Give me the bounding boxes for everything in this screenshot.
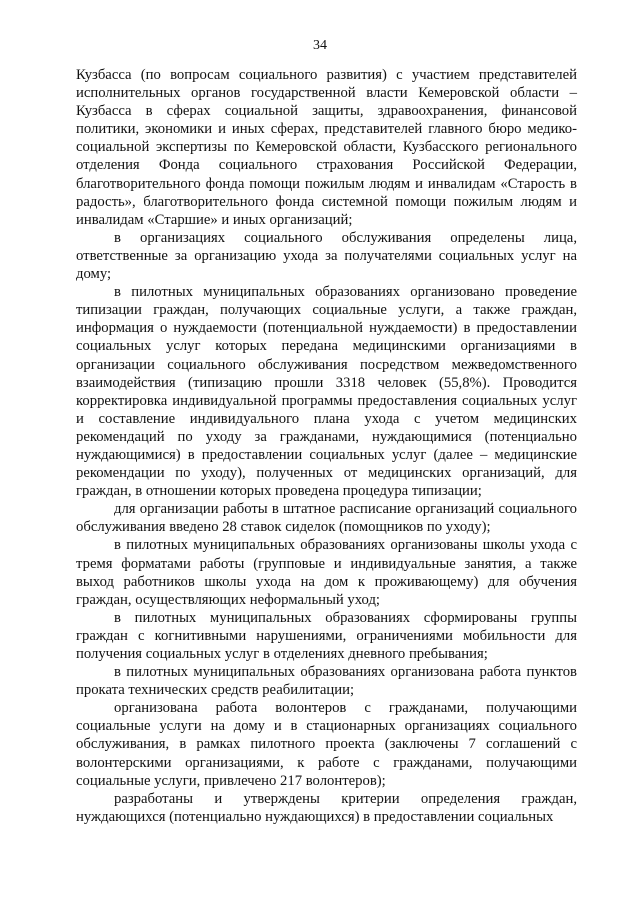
body-text — [76, 66, 577, 826]
paragraph: в пилотных муниципальных образованиях организовано проведение типизации граждан, получающих социальные услуги, а также граждан, информация о нуждаемости (потенциальной нуждаемости) в предоставлении социальных услуг которых передана медицинскими организациями в организации социального обслуживания посредством межведомственного взаимодействия (типизацию прошли 3318 человек (55,8%). Проводится корректировка индивидуальной программы предоставления социальных услуг и составление индивидуального плана ухода с учетом медицинских рекомендаций по уходу за гражданами, нуждающимися (потенциально нуждающимися) в предоставлении социальных услуг (далее – медицинские рекомендации по уходу), полученных от медицинских организаций, для граждан, в отношении которых проведена процедура типизации; — [76, 284, 577, 500]
paragraph: в пилотных муниципальных образованиях организована работа пунктов проката технических средств реабилитации; — [76, 664, 577, 699]
paragraph: разработаны и утверждены критерии определения граждан, нуждающихся (потенциально нуждающихся) в предоставлении социальных — [76, 790, 577, 825]
paragraph: в организациях социального обслуживания определены лица, ответственные за организацию ухода за получателями социальных услуг на дому; — [76, 229, 577, 283]
page-number: 34 — [313, 38, 327, 53]
paragraph-continuation: Кузбасса (по вопросам социального развития) с участием представителей исполнительных органов государственной власти Кемеровской области – Кузбасса в сферах социальной защиты, здравоохранения, финансовой политики, экономики и иных сферах, представителей главного бюро медико-социальной экспертизы по Кемеровской области, Кузбасского регионального отделения Фонда социального страхования Российской Федерации, благотворительного фонда помощи пожилым людям и инвалидам «Старость в радость», благотворительного фонда системной помощи пожилым людям и инвалидам «Старшие» и иных организаций; — [76, 67, 577, 228]
paragraph: организована работа волонтеров с гражданами, получающими социальные услуги на дому и в стационарных организациях социального обслуживания, в рамках пилотного проекта (заключены 7 соглашений с волонтерскими организациями, к работе с гражданами, получающими социальные услуги, привлечено 217 волонтеров); — [76, 700, 577, 789]
paragraph: в пилотных муниципальных образованиях сформированы группы граждан с когнитивными нарушениями, ограничениями мобильности для получения социальных услуг в отделениях дневного пребывания; — [76, 609, 577, 662]
paragraph: в пилотных муниципальных образованиях организованы школы ухода с тремя форматами работы (групповые и индивидуальные занятия, а также выход работников школы ухода на дом к проживающему) для обучения граждан, осуществляющих неформальный уход; — [76, 537, 577, 608]
paragraph: для организации работы в штатное расписание организаций социального обслуживания введено 28 ставок сиделок (помощников по уходу); — [76, 501, 577, 536]
